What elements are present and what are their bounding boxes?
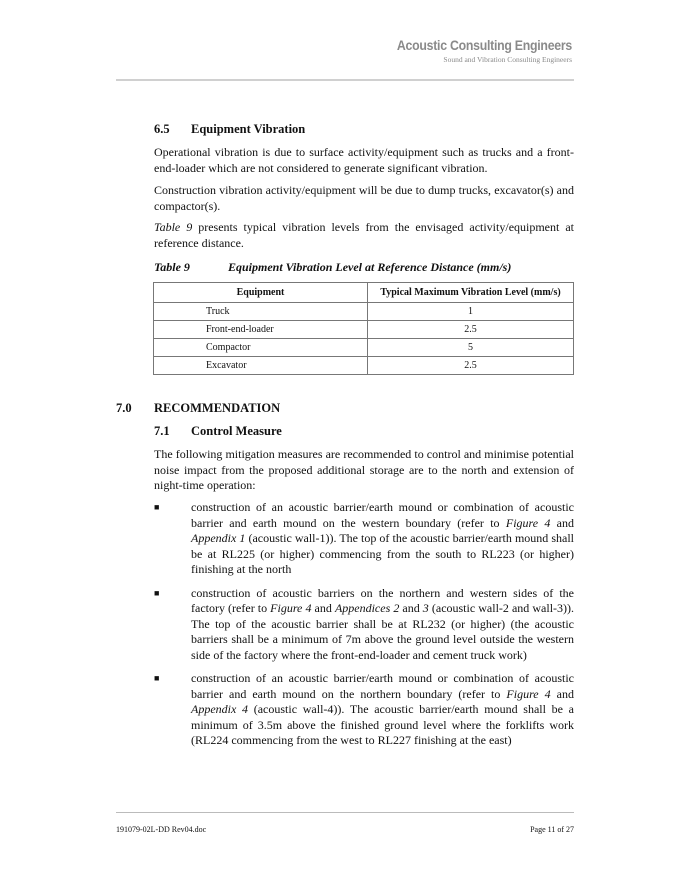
bullet-marker: ■ [154,673,160,683]
footer-document-ref: 191079-02L-DD Rev04.doc [116,825,207,834]
figure-reference: Figure 4 [505,515,551,530]
equipment-cell: Compactor [154,339,368,357]
list-text: construction of an acoustic barrier/earth mound or combination of acoustic barrier and earth mound on the western boundary (refer to [191,500,574,530]
vibration-level-cell: 2.5 [368,357,574,375]
header-brand [373,37,572,64]
bullet-marker: ■ [154,587,160,598]
section-title: RECOMMENDATION [154,401,281,415]
list-text: (acoustic wall-2 and wall-3)). The top of the acoustic barrier shall be at RL232 (or higher) (the acoustic barriers shall be a minimum of 7m above the ground level outside the western side of the factory where the front-end-loader and cement truck work) [191,601,575,662]
section-number: 7.0 [116,401,132,415]
list-text: and [550,686,574,701]
vibration-level-cell: 5 [368,339,574,357]
appendix-reference: Appendix 4 [191,702,249,716]
list-text: (acoustic wall-1)). The top of the acoustic barrier/earth mound shall be at RL225 (or higher) commencing from the south to RL223 (or higher) finishing at the north [191,531,574,576]
table-reference: Table 9 [154,220,193,234]
brand-name: Acoustic Consulting Engineers [396,37,572,53]
appendix-reference: Appendix 1 [191,531,246,545]
section-number: 7.1 [154,424,170,438]
section-title: Equipment Vibration [191,122,306,136]
mitigation-list [154,500,574,757]
section-6-5-heading [154,122,305,137]
section-7-1-heading [154,424,282,439]
list-text: and [311,601,335,615]
bullet-marker: ■ [154,502,160,512]
list-text: (acoustic wall-4)). The acoustic barrier/earth mound shall be a minimum of 3.5m above the finished ground level where the forklifts work (RL224 commencing from the west to RL227 finishing at the east) [191,702,574,747]
section-7-0-heading [116,401,280,416]
table-label: Table 9 [154,260,190,274]
table-header-row [154,283,574,303]
table-row [154,339,574,357]
paragraph-construction-vibration: Construction vibration activity/equipment will be due to dump trucks, excavator(s) and compactor(s). [154,183,574,213]
equipment-cell: Front-end-loader [154,321,368,339]
vibration-level-cell: 1 [368,303,574,321]
vibration-level-cell: 2.5 [368,321,574,339]
appendix-reference: 3 [422,601,429,615]
appendix-reference: Appendices 2 [334,601,400,615]
column-header-vibration-level: Typical Maximum Vibration Level (mm/s) [368,283,574,303]
table-intro-text: presents typical vibration levels from the envisaged activity/equipment at reference distance. [154,220,574,250]
list-item [154,500,574,578]
figure-reference: Figure 4 [506,686,551,701]
table-row [154,357,574,375]
vibration-table [153,282,574,375]
equipment-cell: Excavator [154,357,368,375]
paragraph-mitigation-intro: The following mitigation measures are recommended to control and minimise potential noise impact from the proposed additional storage are to the north and extension of night-time operation: [154,447,574,492]
paragraph-table-intro [154,220,574,251]
table-caption [154,260,512,275]
section-number: 6.5 [154,122,170,136]
table-title: Equipment Vibration Level at Reference Distance (mm/s) [228,260,512,274]
figure-reference: Figure 4 [270,601,312,615]
header-divider [116,79,574,81]
list-item [154,671,574,749]
paragraph-operational-vibration: Operational vibration is due to surface activity/equipment such as trucks and a front-end-loader which are not considered to generate significant vibration. [154,145,574,175]
list-text: and [550,515,574,530]
list-text: construction of acoustic barriers on the northern and western sides of the factory (refer to [191,585,574,615]
table-row [154,303,574,321]
list-item [154,586,574,664]
list-text: construction of an acoustic barrier/earth mound or combination of acoustic barrier and earth mound on the northern boundary (refer to [191,671,574,701]
table-row [154,321,574,339]
equipment-cell: Truck [154,303,368,321]
section-title: Control Measure [191,424,282,438]
list-text: and [399,601,423,615]
brand-tagline: Sound and Vibration Consulting Engineers [443,55,572,64]
column-header-equipment: Equipment [154,283,368,303]
footer-divider [116,812,574,813]
footer-page-number: Page 11 of 27 [530,825,574,834]
